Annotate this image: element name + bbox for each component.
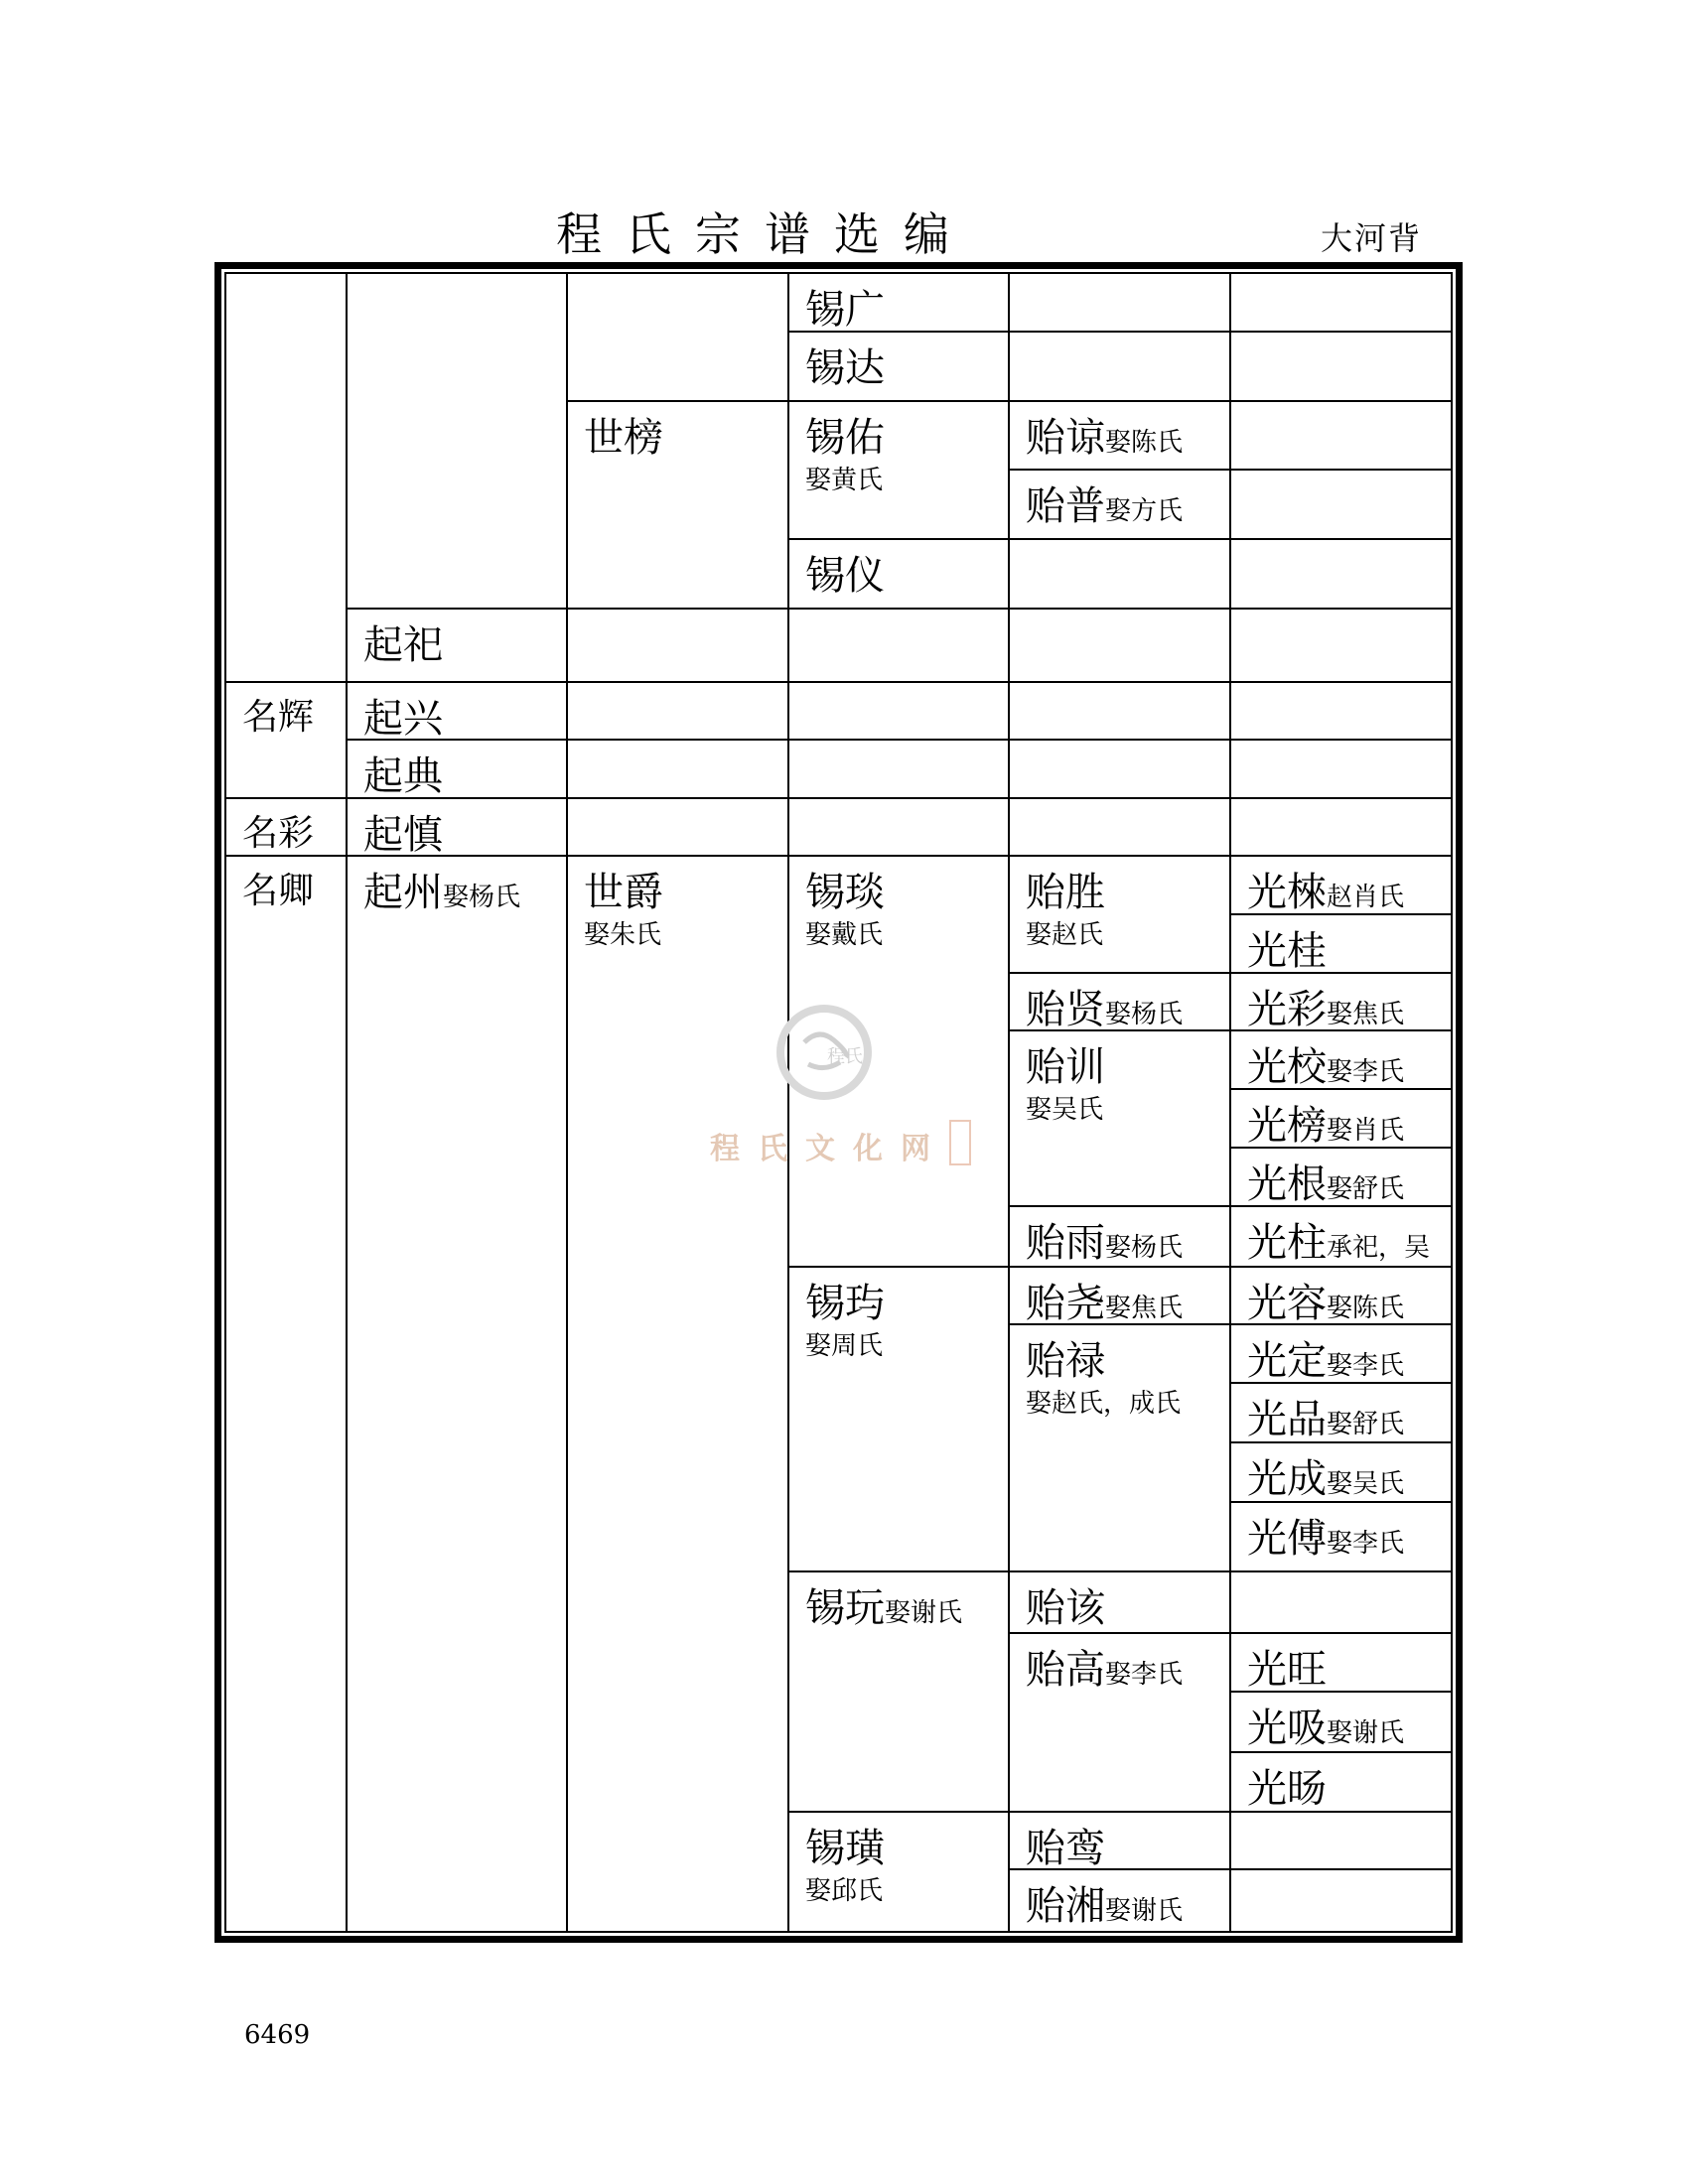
spouse-note: 娶谢氏 xyxy=(1105,1896,1184,1926)
watermark-seal-icon xyxy=(774,1003,874,1102)
spouse-note: 娶焦氏 xyxy=(1327,1000,1405,1029)
g3-cell xyxy=(787,400,1008,538)
g4-cell xyxy=(1008,681,1229,739)
g5-cell xyxy=(1229,1323,1451,1382)
g2-cell xyxy=(566,608,787,681)
g1-cell xyxy=(346,855,566,1933)
g2-cell xyxy=(566,797,787,855)
person-name: 锡仪 xyxy=(805,553,885,599)
g3-cell xyxy=(787,331,1008,400)
person-name: 起祀 xyxy=(363,622,443,668)
person-name: 锡琰 xyxy=(805,870,885,915)
g4-cell xyxy=(1008,274,1229,331)
person-name: 光成娶吴氏 xyxy=(1247,1456,1405,1502)
spouse-note: 娶方氏 xyxy=(1105,496,1184,526)
spouse-note: 赵肖氏 xyxy=(1327,883,1405,912)
g5-cell xyxy=(1229,1266,1451,1326)
g5-cell xyxy=(1229,797,1451,855)
spouse-note: 娶李氏 xyxy=(1327,1529,1405,1559)
g2-cell xyxy=(566,855,787,1933)
spouse-note: 娶李氏 xyxy=(1327,1057,1405,1087)
g5-cell xyxy=(1229,1088,1451,1147)
person-name: 贻禄 xyxy=(1026,1338,1105,1384)
person-name: 贻训 xyxy=(1026,1044,1105,1090)
g3-cell xyxy=(787,608,1008,681)
ancestor-name: 名卿 xyxy=(242,871,315,911)
person-name: 光定娶李氏 xyxy=(1247,1338,1405,1384)
g4-cell xyxy=(1008,1868,1229,1933)
g5-cell xyxy=(1229,972,1451,1032)
g5-cell xyxy=(1229,1382,1451,1441)
g5-cell xyxy=(1229,1868,1451,1933)
person-name: 光柱承祀，吴 xyxy=(1247,1220,1431,1266)
g5-cell xyxy=(1229,1691,1451,1751)
g1-cell xyxy=(346,274,566,608)
g5-cell xyxy=(1229,469,1451,538)
person-name: 贻高娶李氏 xyxy=(1026,1647,1184,1693)
g5-cell xyxy=(1229,1147,1451,1205)
spouse-note: 娶朱氏 xyxy=(584,920,662,950)
g5-cell xyxy=(1229,331,1451,400)
person-name: 锡玙 xyxy=(805,1281,885,1326)
spouse-note: 娶李氏 xyxy=(1105,1660,1184,1690)
seal-text: 程氏 xyxy=(827,1046,863,1067)
g5-cell xyxy=(1229,274,1451,331)
g3-cell xyxy=(787,681,1008,739)
g5-cell xyxy=(1229,1570,1451,1632)
g1-cell xyxy=(346,608,566,681)
g5-cell xyxy=(1229,681,1451,739)
person-name: 贻鸾 xyxy=(1026,1826,1105,1871)
g1-cell xyxy=(346,797,566,858)
person-name: 贻普娶方氏 xyxy=(1026,483,1184,529)
person-name: 贻该 xyxy=(1026,1585,1105,1631)
g4-cell xyxy=(1008,972,1229,1032)
person-name: 世爵 xyxy=(584,870,663,915)
g5-cell xyxy=(1229,1205,1451,1266)
g5-cell xyxy=(1229,1501,1451,1570)
person-name: 贻湘娶谢氏 xyxy=(1026,1883,1184,1929)
g5-cell xyxy=(1229,1632,1451,1691)
person-name: 贻贤娶杨氏 xyxy=(1026,987,1184,1032)
g4-cell xyxy=(1008,739,1229,797)
spouse-note: 娶舒氏 xyxy=(1327,1410,1405,1439)
g5-cell xyxy=(1229,1029,1451,1088)
person-name: 贻雨娶杨氏 xyxy=(1026,1220,1184,1266)
g4-cell xyxy=(1008,1323,1229,1570)
person-name: 贻谅娶陈氏 xyxy=(1026,415,1184,461)
g3-cell xyxy=(787,1811,1008,1933)
spouse-note: 娶吴氏 xyxy=(1026,1095,1104,1125)
spouse-note: 娶杨氏 xyxy=(443,883,521,912)
g2-cell xyxy=(566,274,787,400)
person-name: 贻胜 xyxy=(1026,870,1105,915)
g1-cell xyxy=(346,681,566,742)
g3-cell xyxy=(787,1266,1008,1570)
g3-cell xyxy=(787,538,1008,608)
person-name: 光彩娶焦氏 xyxy=(1247,987,1405,1032)
person-name: 光容娶陈氏 xyxy=(1247,1281,1405,1326)
spouse-note: 娶邱氏 xyxy=(805,1876,884,1906)
person-name: 光品娶舒氏 xyxy=(1247,1397,1405,1442)
g3-cell xyxy=(787,797,1008,855)
spouse-note: 娶焦氏 xyxy=(1105,1294,1184,1323)
g4-cell xyxy=(1008,1632,1229,1811)
person-name: 起州娶杨氏 xyxy=(363,870,521,915)
g2-cell xyxy=(566,681,787,739)
g5-cell xyxy=(1229,1751,1451,1811)
g3-cell xyxy=(787,1570,1008,1811)
spouse-note: 娶戴氏 xyxy=(805,920,884,950)
g0-cell xyxy=(226,855,346,1933)
g4-cell xyxy=(1008,331,1229,400)
g2-cell xyxy=(566,400,787,608)
person-name: 贻尧娶焦氏 xyxy=(1026,1281,1184,1326)
g5-cell xyxy=(1229,538,1451,608)
g4-cell xyxy=(1008,1811,1229,1871)
g5-cell xyxy=(1229,855,1451,913)
spouse-note: 娶陈氏 xyxy=(1327,1294,1405,1323)
person-name: 起典 xyxy=(363,753,443,799)
person-name: 光吸娶谢氏 xyxy=(1247,1706,1405,1751)
person-name: 锡达 xyxy=(805,345,885,391)
watermark-text: 程氏文化网 xyxy=(710,1132,948,1166)
g4-cell xyxy=(1008,400,1229,469)
g4-cell xyxy=(1008,797,1229,855)
g3-cell xyxy=(787,739,1008,797)
place-name: 大河背 xyxy=(1321,219,1423,257)
spouse-note: 娶陈氏 xyxy=(1105,428,1184,458)
spouse-note: 娶杨氏 xyxy=(1105,1000,1184,1029)
genealogy-table xyxy=(224,272,1453,1933)
g5-cell xyxy=(1229,400,1451,469)
spouse-note: 娶赵氏，成氏 xyxy=(1026,1389,1182,1419)
person-name: 光桂 xyxy=(1247,928,1327,974)
spouse-note: 娶黄氏 xyxy=(805,466,884,495)
watermark-small-seal-icon xyxy=(949,1120,971,1165)
g1-cell xyxy=(346,739,566,797)
spouse-note: 娶肖氏 xyxy=(1327,1116,1405,1146)
spouse-note: 娶李氏 xyxy=(1327,1351,1405,1381)
person-name: 锡玩娶谢氏 xyxy=(805,1585,963,1631)
person-name: 锡佑 xyxy=(805,415,885,461)
spouse-note: 娶赵氏 xyxy=(1026,920,1104,950)
person-name: 光根娶舒氏 xyxy=(1247,1161,1405,1207)
g4-cell xyxy=(1008,608,1229,681)
person-name: 光棶赵肖氏 xyxy=(1247,870,1405,915)
g4-cell xyxy=(1008,1570,1229,1632)
ancestor-name: 名辉 xyxy=(242,697,315,738)
spouse-note: 娶周氏 xyxy=(805,1331,884,1361)
spouse-note: 娶杨氏 xyxy=(1105,1233,1184,1263)
g4-cell xyxy=(1008,855,1229,972)
spouse-note: 娶舒氏 xyxy=(1327,1174,1405,1204)
g4-cell xyxy=(1008,469,1229,538)
person-name: 起兴 xyxy=(363,696,443,742)
g4-cell xyxy=(1008,538,1229,608)
ancestor-name: 名彩 xyxy=(242,813,315,854)
g2-cell xyxy=(566,739,787,797)
person-name: 光榜娶肖氏 xyxy=(1247,1103,1405,1149)
g0-cell xyxy=(226,797,346,855)
person-name: 锡广 xyxy=(805,287,885,333)
page-title: 程氏宗谱选编 xyxy=(556,207,973,261)
person-name: 光傅娶李氏 xyxy=(1247,1516,1405,1562)
page-number: 6469 xyxy=(244,2020,311,2050)
person-name: 世榜 xyxy=(584,415,663,461)
g4-cell xyxy=(1008,1205,1229,1266)
spouse-note: 娶吴氏 xyxy=(1327,1469,1405,1499)
person-name: 起慎 xyxy=(363,812,443,858)
spouse-note: 娶谢氏 xyxy=(1327,1718,1405,1748)
spouse-note: 娶谢氏 xyxy=(885,1598,963,1628)
person-name: 锡璜 xyxy=(805,1826,885,1871)
person-name: 光校娶李氏 xyxy=(1247,1044,1405,1090)
g4-cell xyxy=(1008,1266,1229,1326)
g5-cell xyxy=(1229,913,1451,972)
person-name: 光旸 xyxy=(1247,1766,1327,1812)
g5-cell xyxy=(1229,739,1451,797)
g5-cell xyxy=(1229,1811,1451,1868)
g0-cell xyxy=(226,681,346,797)
g3-cell xyxy=(787,274,1008,331)
g5-cell xyxy=(1229,608,1451,681)
person-name: 光旺 xyxy=(1247,1647,1327,1693)
g5-cell xyxy=(1229,1441,1451,1501)
g4-cell xyxy=(1008,1029,1229,1205)
spouse-note: 承祀，吴 xyxy=(1327,1233,1431,1263)
